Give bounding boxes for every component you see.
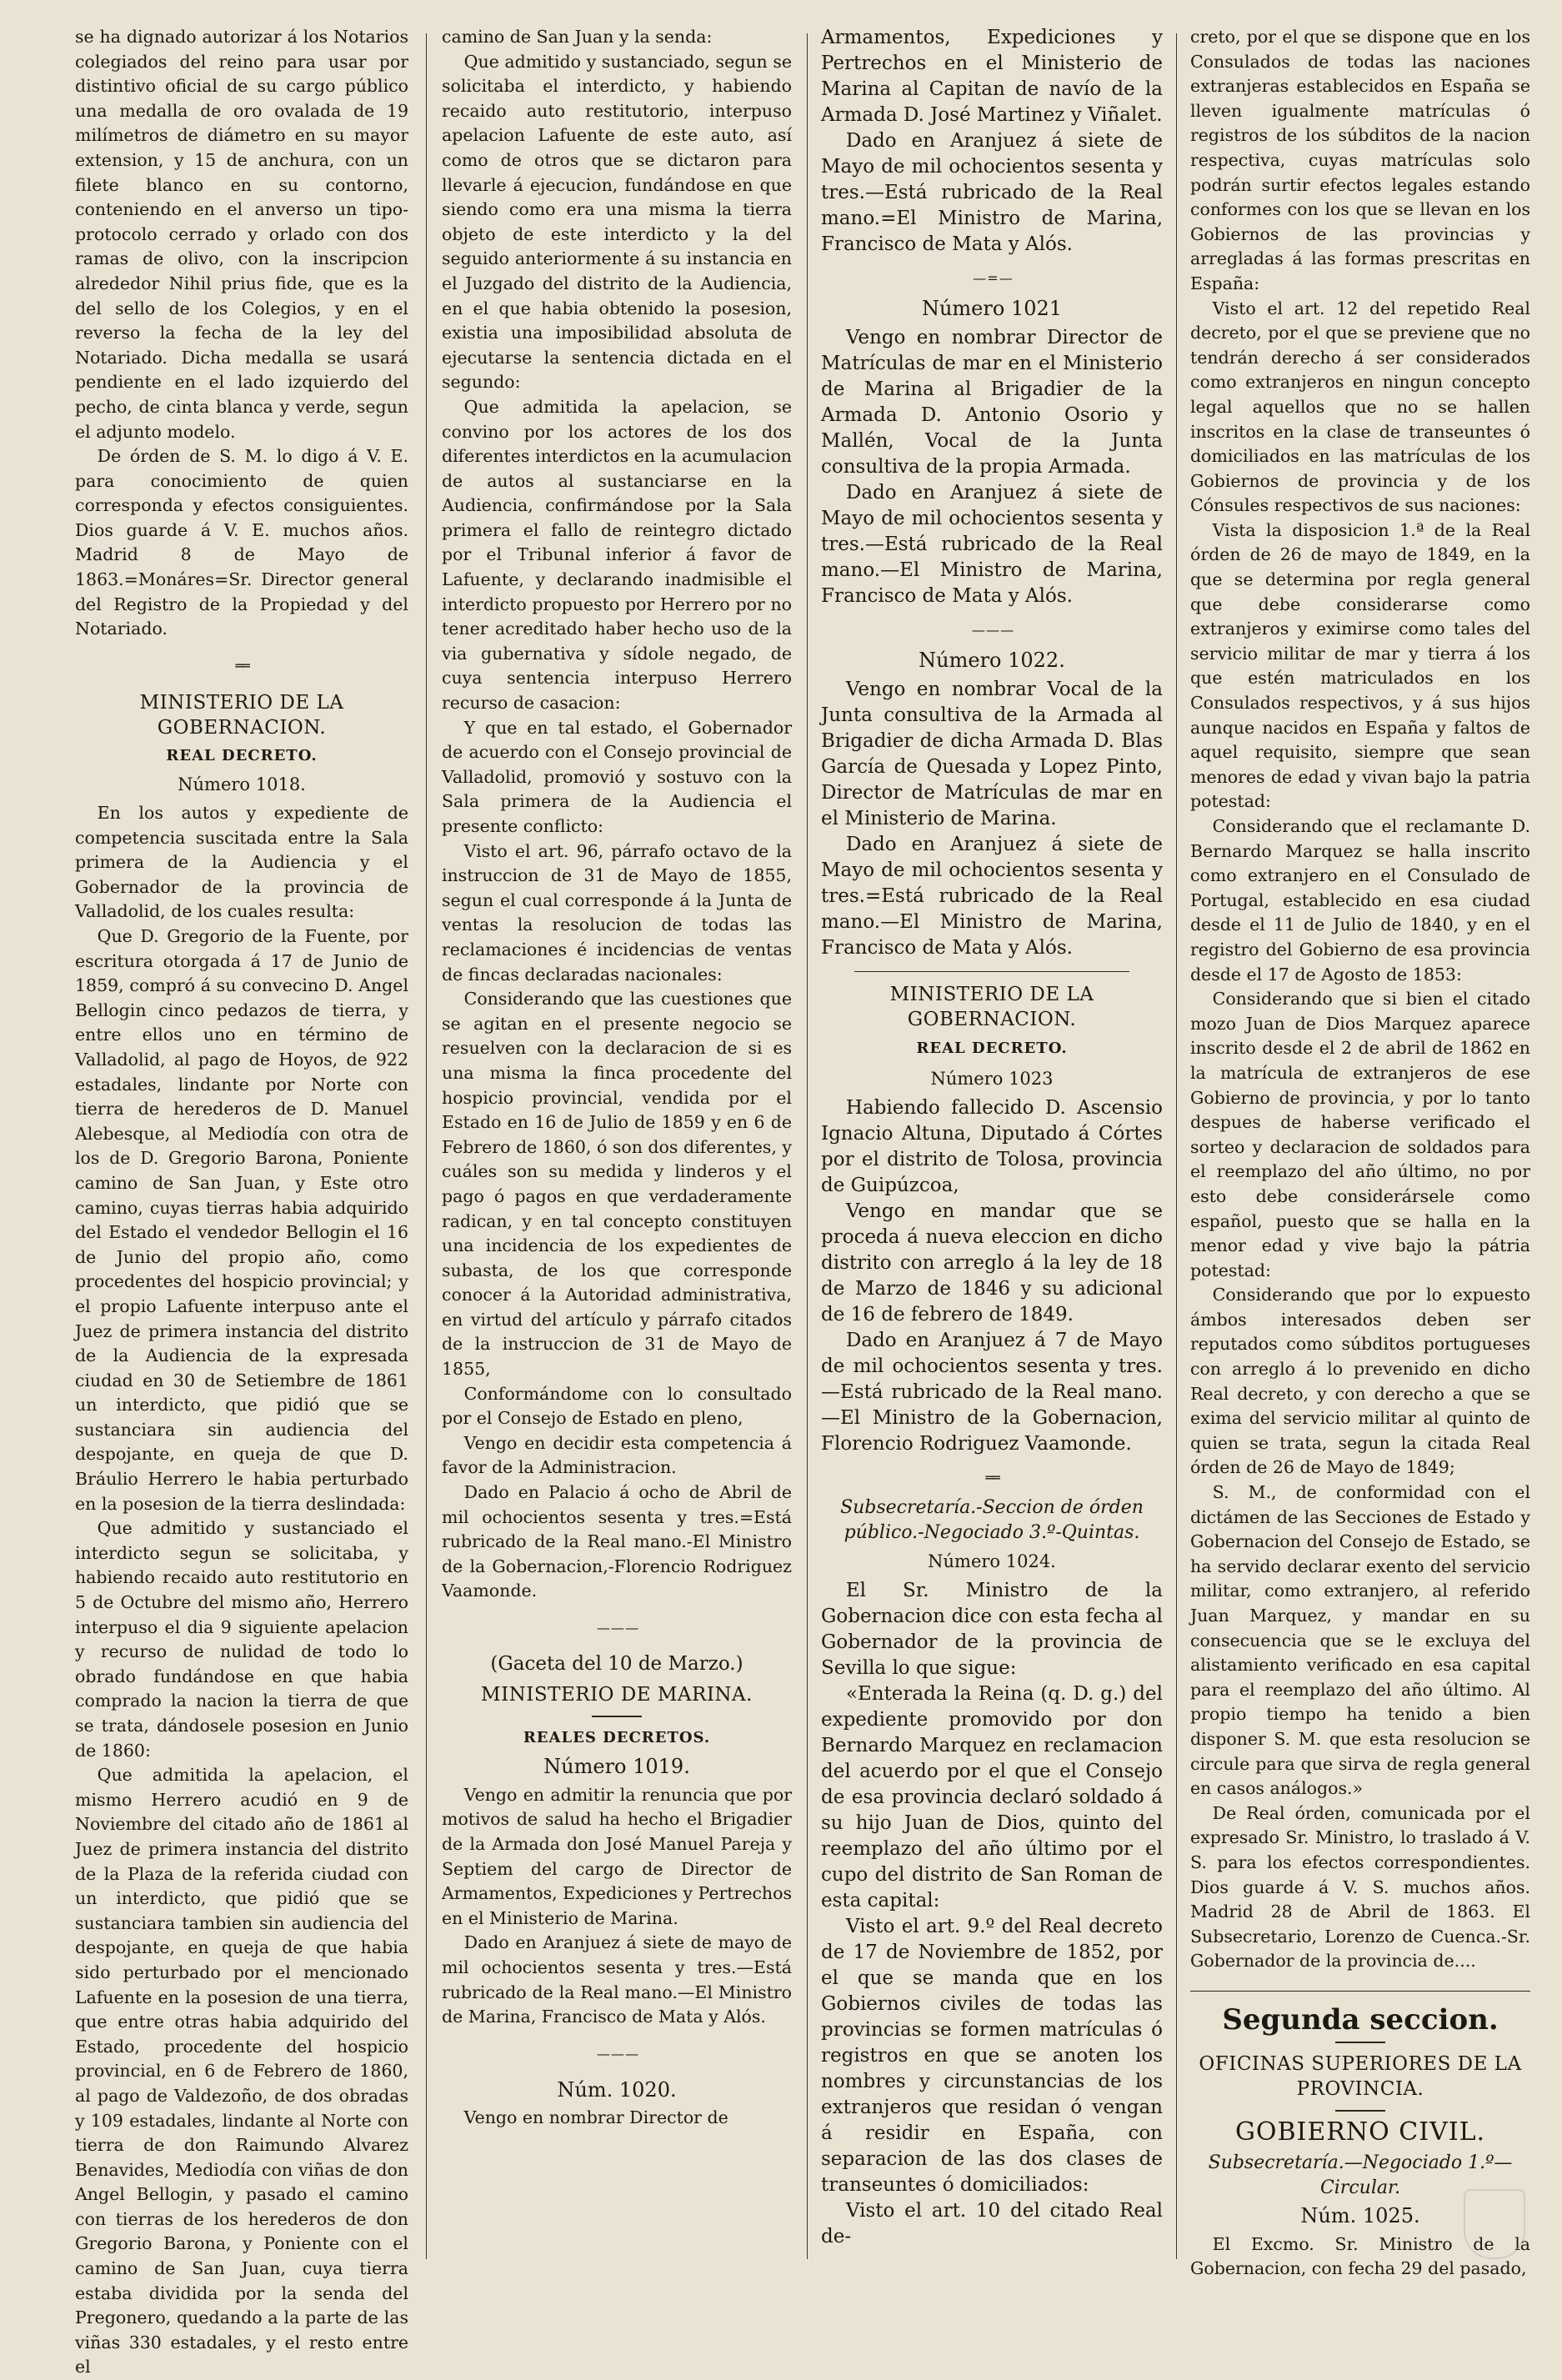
column-divider [1176, 33, 1177, 2259]
paragraph: Que D. Gregorio de la Fuente, por escritura otorgada á 17 de Junio de 1859, compró á su convecino D. Angel Bellogin cinco pedazos de tierra, y entre ellos uno en término de Valladolid, al pago de Hoyos, de 922 estadales, lindante por Norte con tierra de herederos de D. Manuel Alebesque, al Mediodía con otra de los de D. Gregorio Barona, Poniente camino de San Juan, y Este otro camino, cuyas tierras habia adquirido del Estado el vendedor Bellogin el 16 de Junio del propio año, como procedentes del hospicio provincial; y el propio Lafuente interpuso ante el Juez de primera instancia del distrito de la Audiencia de la expresada ciudad en 30 de Setiembre de 1861 un interdicto, que pidió que se sustanciara sin audiencia del despojante, en queja de que D. Bráulio Herrero le habia perturbado en la posesion de la tierra deslindada: [75, 926, 408, 1514]
paragraph: Vista la disposicion 1.ª de la Real órden de 26 de mayo de 1849, en la que se determina por regla general que debe considerarse como extranjeros y eximirse como tales del servicio militar de mar y tierra á los que estén matriculados en los Consulados respectivos, y á sus hijos aunque nacidos en España y faltos de aquel requisito, siempre que sean menores de edad y vivan bajo la patria potestad: [1190, 519, 1530, 812]
separator: — — — [971, 622, 1013, 638]
paragraph: «Enterada la Reina (q. D. g.) del expediente promovido por don Bernardo Marquez en reclamacion del acuerdo por el que el Consejo de esa provincia declaró soldado á su hijo Juan de Dios, quinto del reemplazo del año último por el cupo del distrito de San Roman de esta capital: [821, 1683, 1163, 1912]
separator [1335, 2042, 1385, 2043]
paragraph: De Real órden, comunicada por el expresado Sr. Ministro, lo traslado á V. S. para los efectos correspondientes. Dios guarde á V. S. muchos años. Madrid 28 de Abril de 1863. El Subsecretario, Lorenzo de Cuenca.-Sr. Gobernador de la provincia de.... [1190, 1802, 1530, 1972]
column-3 [821, 25, 1163, 2267]
separator: — = — [973, 270, 1011, 286]
subheading: REAL DECRETO. [166, 746, 318, 764]
paragraph: Considerando que por lo expuesto ámbos interesados deben ser reputados como súbditos portugueses con arreglo á lo prevenido en dicho Real decreto, y con derecho a que se exima del servicio militar al quinto de quien se trata, segun la citada Real órden de 26 de Mayo de 1849; [1190, 1285, 1530, 1478]
library-seal-watermark [1464, 2189, 1525, 2259]
item-number: Número 1019. [543, 1755, 690, 1779]
paragraph: Armamentos, Expediciones y Pertrechos en el Ministerio de Marina al Capitan de navío de la Armada D. José Martinez y Viñalet. [821, 27, 1163, 126]
paragraph: Dado en Aranjuez á siete de Mayo de mil ochocientos sesenta y tres.—Está rubricado de la Real mano.—El Ministro de Marina, Francisco de Mata y Alós. [821, 482, 1163, 607]
paragraph: Que admitido y sustanciado, segun se solicitaba el interdicto, y habiendo recaido auto restitutorio, interpuso apelacion Lafuente de este auto, así como de otros que se dictaron para llevarle á ejecucion, fundándose en que siendo como era una misma la tierra objeto de este interdicto y la del seguido anteriormente á su instancia en el Juzgado del distrito de la Audiencia, en el que habia obtenido la posesion, existia una imposibilidad absoluta de ejecutarse la sentencia dictada en el segundo: [442, 51, 792, 393]
paragraph: Vengo en admitir la renuncia que por motivos de salud ha hecho el Brigadier de la Armada don José Manuel Pareja y Septiem del cargo de Director de Armamentos, Expediciones y Pertrechos en el Ministerio de Marina. [442, 1784, 792, 1928]
paragraph: El Excmo. Sr. Ministro de la Gobernacion, con fecha 29 del pasado, [1190, 2233, 1530, 2279]
separator [592, 1716, 642, 1717]
section-heading: GOBIERNO CIVIL. [1234, 2117, 1486, 2147]
paragraph: Considerando que el reclamante D. Bernardo Marquez se halla inscrito como extranjero en el Consulado de Portugal, establecido en esa ciudad desde el 11 de Julio de 1840, y en el registro del Gobierno de esa provincia desde el 17 de Agosto de 1853: [1190, 816, 1530, 985]
paragraph: Que admitido y sustanciado el interdicto segun se solicitaba, y habiendo recaido auto restitutorio en 5 de Octubre del mismo año, Herrero interpuso el dia 9 siguiente apelacion y recurso de nulidad de todo lo obrado fundándose en que habia comprado la nacion la tierra de que se trata, dándosele posesion en Junio de 1860: [75, 1518, 408, 1761]
separator: — — — [596, 1620, 638, 1636]
paragraph: Dado en Aranjuez á siete de mayo de mil ochocientos sesenta y tres.—Está rubricado de la Real mano.—El Ministro de Marina, Francisco de Mata y Alós. [442, 1932, 792, 2027]
item-number: Núm. 1020. [557, 2077, 677, 2102]
section-heading: MINISTERIO DE LA GOBERNACION. [139, 691, 344, 739]
paragraph: se ha dignado autorizar á los Notarios colegiados del reino para usar por distintivo oficial de su cargo público una medalla de oro ovalada de 19 milímetros de diámetro en su mayor extension, y 15 de anchura, con un filete blanco en su contorno, conteniendo en el anverso un tipo-protocolo cerrado y orlado con dos ramas de olivo, con la inscripcion alrededor Nihil prius fide, que es la del sello de los Colegios, y en el reverso la fecha de la ley del Notariado. Dicha medalla se usará pendiente en el lado izquierdo del pecho, de cinta blanca y verde, segun el adjunto modelo. [75, 27, 408, 442]
paragraph: Vengo en nombrar Director de Matrículas de mar en el Ministerio de Marina al Brigadier de la Armada D. Antonio Osorio y Mallén, Vocal de la Junta consultiva de la propia Armada. [821, 327, 1163, 478]
separator [1190, 1991, 1530, 1992]
paragraph: Vengo en nombrar Vocal de la Junta consultiva de la Armada al Brigadier de dicha Armada D. Blas García de Quesada y Lopez Pinto, Director de Matrículas de mar en el Ministerio de Marina. [821, 679, 1163, 829]
paragraph: Dado en Aranjuez á siete de Mayo de mil ochocientos sesenta y tres.=Está rubricado de la Real mano.—El Ministro de Marina, Francisco de Mata y Alós. [821, 834, 1163, 959]
paragraph: creto, por el que se dispone que en los Consulados de todas las naciones extranjeras establecidos en España se lleven igualmente matrículas ó registros de los súbditos de la nacion respectiva, cuyas matrículas solo podrán surtir efectos legales estando conformes con los que se llevan en los Gobiernos de las provincias y arregladas á las formas prescritas en España: [1190, 27, 1530, 293]
item-number: Núm. 1025. [1300, 2204, 1420, 2228]
column-divider [807, 33, 808, 2259]
section-heading: Segunda seccion. [1222, 2002, 1499, 2037]
column-1 [75, 25, 408, 2377]
paragraph: Conformándome con lo consultado por el Consejo de Estado en pleno, [442, 1383, 792, 1429]
paragraph: Dado en Palacio á ocho de Abril de mil ochocientos sesenta y tres.=Está rubricado de la Real mano.-El Ministro de la Gobernacion,-Florencio Rodriguez Vaamonde. [442, 1482, 792, 1601]
paragraph: Considerando que las cuestiones que se agitan en el presente negocio se resuelven con la declaracion de si es una misma la finca procedente del hospicio provincial, vendida por el Estado en 16 de Julio de 1859 y en 6 de Febrero de 1860, ó son dos diferentes, y cuáles son su medida y linderos y el pago ó pagos en que verdaderamente radican, y en tal concepto constituyen una incidencia de los expedientes de subasta, de los que corresponde conocer á la Autoridad administrativa, en virtud del artículo y párrafo citados de la instruccion de 31 de Mayo de 1855, [442, 989, 792, 1380]
section-heading: MINISTERIO DE MARINA. [481, 1683, 753, 1706]
section-heading: MINISTERIO DE LA GOBERNACION. [889, 984, 1094, 1030]
paragraph: Visto el art. 10 del citado Real de- [821, 2200, 1163, 2247]
item-number: Número 1022. [919, 649, 1065, 672]
separator [854, 971, 1129, 972]
paragraph: Dado en Aranjuez á siete de Mayo de mil ochocientos sesenta y tres.—Está rubricado de la Real mano.=El Ministro de Marina, Francisco de Mata y Alós. [821, 130, 1163, 255]
separator: ══ [235, 657, 248, 674]
paragraph: Y que en tal estado, el Gobernador de acuerdo con el Consejo provincial de Valladolid, promovió y sostuvo con la Sala primera de la Audiencia el presente conflicto: [442, 717, 792, 836]
separator: ══ [985, 1470, 999, 1486]
paragraph: El Sr. Ministro de la Gobernacion dice con esta fecha al Gobernador de la provincia de Sevilla lo que sigue: [821, 1580, 1163, 1679]
paragraph: Visto el art. 96, párrafo octavo de la instruccion de 31 de Mayo de 1855, segun el cual corresponde á la Junta de ventas la resolucion de todas las reclamaciones é incidencias de ventas de fincas declaradas nacionales: [442, 840, 792, 985]
paragraph: Que admitida la apelacion, el mismo Herrero acudió en 9 de Noviembre del citado año de 1861 al Juez de primera instancia del distrito de la Plaza de la referida ciudad con un interdicto, que pidió que se sustanciara tambien sin audiencia del despojante, en queja de que habia sido perturbado por el mencionado Lafuente en la posesion de una tierra, que entre otras habia adquirido del Estado, procedente del hospicio provincial, en 6 de Febrero de 1860, al pago de Valdezoño, de dos obradas y 109 estadales, lindante al Norte con tierra de don Raimundo Alvarez Benavides, Mediodía con viñas de don Angel Bellogin, y pasado el camino con tierras de los herederos de don Gregorio Barona, y Poniente con el camino de San Juan, cuya tierra estaba dividida por la senda del Pregonero, quedando a la parte de las viñas 330 estadales, y el resto entre el [75, 1765, 408, 2377]
item-number: Número 1023 [930, 1069, 1054, 1089]
item-number: Número 1018. [178, 774, 306, 795]
separator: — — — [596, 2045, 638, 2062]
column-4 [1190, 25, 1530, 2279]
column-divider [426, 33, 427, 2259]
subsection-heading: Subsecretaría.—Negociado 1.º—Circular. [1208, 2152, 1513, 2199]
paragraph: Vengo en mandar que se proceda á nueva eleccion en dicho distrito con arreglo á la ley de 18 de Marzo de 1846 y su adicional de 16 de febrero de 1849. [821, 1200, 1163, 1325]
item-number: Número 1021 [921, 297, 1063, 320]
subheading: REAL DECRETO. [916, 1040, 1068, 1057]
gazette-reference: (Gaceta del 10 de Marzo.) [490, 1653, 743, 1675]
separator [1335, 2110, 1385, 2112]
paragraph: En los autos y expediente de competencia suscitada entre la Sala primera de la Audiencia y el Gobernador de la provincia de Valladolid, de los cuales resulta: [75, 803, 408, 922]
paragraph: Visto el art. 12 del repetido Real decreto, por el que se previene que no tendrán derecho á ser considerados como extranjeros en ningun concepto legal aquellos que no se hallen inscritos en la clase de transeuntes ó domiciliados en las matrículas de los Gobiernos de provincia y de los Cónsules respectivos de sus naciones: [1190, 298, 1530, 516]
paragraph: S. M., de conformidad con el dictámen de las Secciones de Estado y Gobernacion del Consejo de Estado, se ha servido declarar exento del servicio militar, como extranjero, al referido Juan Marquez, y mandar en su consecuencia que se le excluya del alistamiento verificado en esa capital para el reemplazo del año último. Al propio tiempo ha tenido a bien disponer S. M. que esta resolucion se circule para que sirva de regla general en casos análogos.» [1190, 1482, 1530, 1799]
column-2 [442, 25, 792, 2267]
item-number: Número 1024. [928, 1551, 1056, 1571]
paragraph: Vengo en decidir esta competencia á favor de la Administracion. [442, 1432, 792, 1478]
paragraph: Habiendo fallecido D. Ascensio Ignacio Altuna, Diputado á Córtes por el distrito de Tolosa, provincia de Guipúzcoa, [821, 1097, 1163, 1196]
paragraph: De órden de S. M. lo digo á V. E. para conocimiento de quien corresponda y efectos consiguientes. Dios guarde á V. E. muchos años. Madrid 8 de Mayo de 1863.=Monáres=Sr. Director general del Registro de la Propiedad y del Notariado. [75, 446, 408, 639]
paragraph: Visto el art. 9.º del Real decreto de 17 de Noviembre de 1852, por el que se manda que en los Gobiernos civiles de todas las provincias se formen matrículas ó registros en que se anoten los nombres y circunstancias de los extranjeros que residan ó vengan á residir en España, con separacion de las dos clases de transeuntes ó domiciliados: [821, 1916, 1163, 2196]
paragraph: camino de San Juan y la senda: [442, 27, 713, 47]
paragraph: Que admitida la apelacion, se convino por los actores de los dos diferentes interdictos en la acumulacion de autos al sustanciarse en la Audiencia, confirmándose por la Sala primera el fallo de reintegro dictado por el Tribunal inferior á favor de Lafuente, y declarando inadmisible el interdicto propuesto por Herrero por no tener acreditado haber hecho uso de la via gubernativa y sídole negado, de cuya sentencia interpuso Herrero recurso de casacion: [442, 396, 792, 714]
paragraph: Considerando que si bien el citado mozo Juan de Dios Marquez aparece inscrito desde el 2 de abril de 1862 en la matrícula de extranjeros de ese Gobierno de provincia, y por lo tanto despues de haberse verificado el sorteo y declaracion de soldados para el reemplazo del año último, no por esto debe considerársele como español, puesto que se halla en la menor edad y vive bajo la pátria potestad: [1190, 989, 1530, 1280]
subsection-heading: Subsecretaría.-Seccion de órden público.-Negociado 3.º-Quintas. [840, 1497, 1144, 1543]
paragraph: Dado en Aranjuez á 7 de Mayo de mil ochocientos sesenta y tres.—Está rubricado de la Real mano.—El Ministro de la Gobernacion, Florencio Rodriguez Vaamonde. [821, 1330, 1163, 1455]
section-heading: OFICINAS SUPERIORES DE LA PROVINCIA. [1199, 2052, 1522, 2100]
subheading: REALES DECRETOS. [523, 1728, 711, 1746]
paragraph: Vengo en nombrar Director de [463, 2107, 728, 2128]
